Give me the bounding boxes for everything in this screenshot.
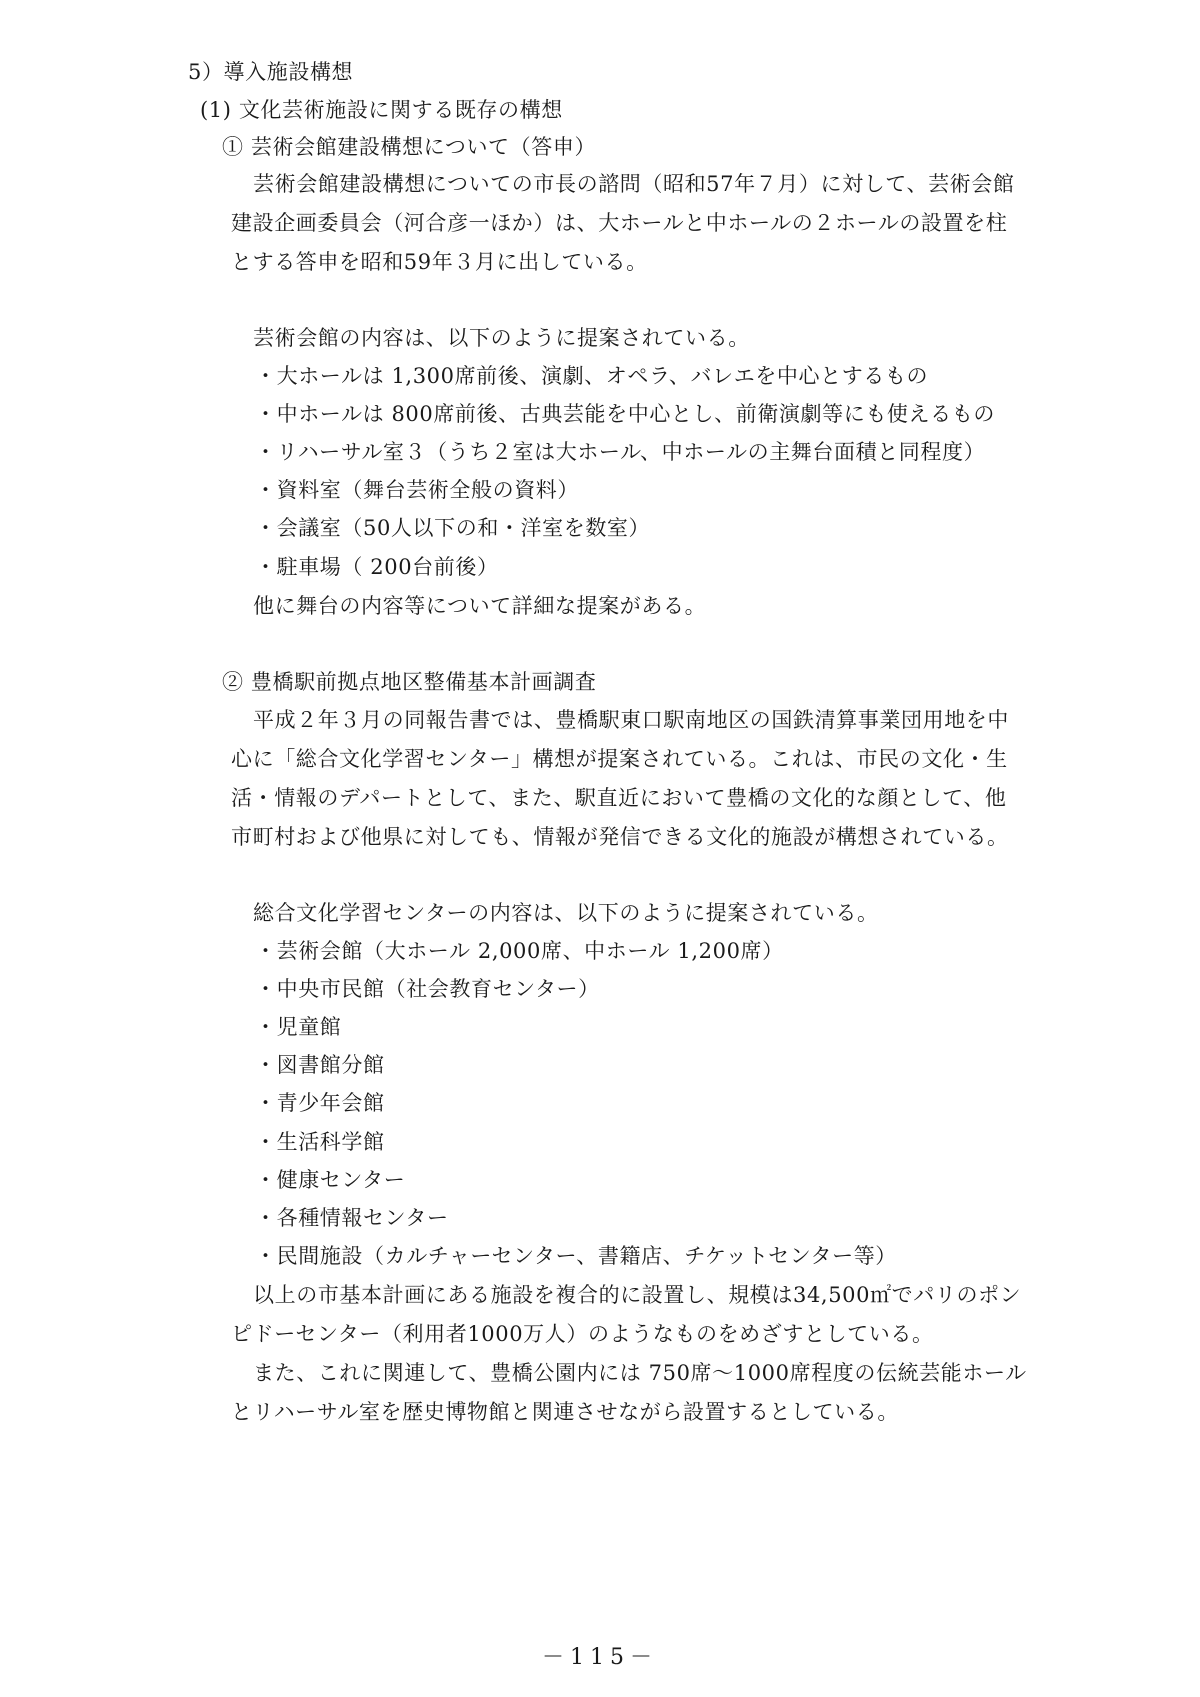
item2-heading: ② 豊橋駅前拠点地区整備基本計画調査 bbox=[222, 670, 597, 694]
item2-bullet: ・健康センター bbox=[255, 1168, 406, 1192]
item1-bullet: ・中ホールは 800席前後、古典芸能を中心とし、前衛演劇等にも使えるもの bbox=[255, 402, 995, 426]
item1-intro: 芸術会館の内容は、以下のように提案されている。 bbox=[253, 326, 750, 350]
item2-bullet: ・生活科学館 bbox=[255, 1130, 385, 1154]
item1-bullet: ・会議室（50人以下の和・洋室を数室） bbox=[255, 516, 651, 540]
item2-paragraph-line: 心に「総合文化学習センター」構想が提案されている。これは、市民の文化・生 bbox=[231, 747, 1008, 771]
section-title: 5）導入施設構想 bbox=[188, 60, 354, 84]
item1-paragraph-line: 建設企画委員会（河合彦一ほか）は、大ホールと中ホールの２ホールの設置を柱 bbox=[231, 211, 1008, 235]
item2-bullet: ・青少年会館 bbox=[255, 1091, 385, 1115]
item1-paragraph-line: 芸術会館建設構想についての市長の諮問（昭和57年７月）に対して、芸術会館 bbox=[253, 172, 1015, 196]
item2-bullet: ・児童館 bbox=[255, 1015, 342, 1039]
item1-closing: 他に舞台の内容等について詳細な提案がある。 bbox=[253, 594, 707, 618]
item2-bullet: ・図書館分館 bbox=[255, 1053, 385, 1077]
item1-bullet: ・駐車場（ 200台前後） bbox=[255, 555, 499, 579]
item2-paragraph-line: とリハーサル室を歴史博物館と関連させながら設置するとしている。 bbox=[231, 1400, 899, 1424]
item2-paragraph-line: また、これに関連して、豊橋公園内には 750席～1000席程度の伝統芸能ホール bbox=[253, 1361, 1027, 1385]
item2-paragraph-line: ピドーセンター（利用者1000万人）のようなものをめざすとしている。 bbox=[231, 1322, 934, 1346]
item2-paragraph-line: 市町村および他県に対しても、情報が発信できる文化的施設が構想されている。 bbox=[231, 825, 1009, 849]
item2-paragraph-line: 平成２年３月の同報告書では、豊橋駅東口駅南地区の国鉄清算事業団用地を中 bbox=[253, 708, 1009, 732]
item2-paragraph-line: 活・情報のデパートとして、また、駅直近において豊橋の文化的な顔として、他 bbox=[231, 786, 1007, 810]
item1-bullet: ・リハーサル室３（うち２室は大ホール、中ホールの主舞台面積と同程度） bbox=[255, 440, 986, 464]
subsection-title: (1) 文化芸術施設に関する既存の構想 bbox=[200, 98, 563, 122]
item2-intro: 総合文化学習センターの内容は、以下のように提案されている。 bbox=[253, 901, 879, 925]
item1-paragraph-line: とする答申を昭和59年３月に出している。 bbox=[231, 250, 648, 274]
item1-bullet: ・資料室（舞台芸術全般の資料） bbox=[255, 478, 579, 502]
item2-bullet: ・中央市民館（社会教育センター） bbox=[255, 977, 600, 1001]
item2-bullet: ・民間施設（カルチャーセンター、書籍店、チケットセンター等） bbox=[255, 1244, 897, 1268]
page-number: －115－ bbox=[542, 1645, 658, 1670]
item1-heading: ① 芸術会館建設構想について（答申） bbox=[222, 135, 597, 159]
item2-bullet: ・芸術会館（大ホール 2,000席、中ホール 1,200席） bbox=[255, 939, 784, 963]
item1-bullet: ・大ホールは 1,300席前後、演劇、オペラ、バレエを中心とするもの bbox=[255, 364, 929, 388]
item2-bullet: ・各種情報センター bbox=[255, 1206, 449, 1230]
item2-paragraph-line: 以上の市基本計画にある施設を複合的に設置し、規模は34,500㎡でパリのポン bbox=[253, 1283, 1022, 1307]
